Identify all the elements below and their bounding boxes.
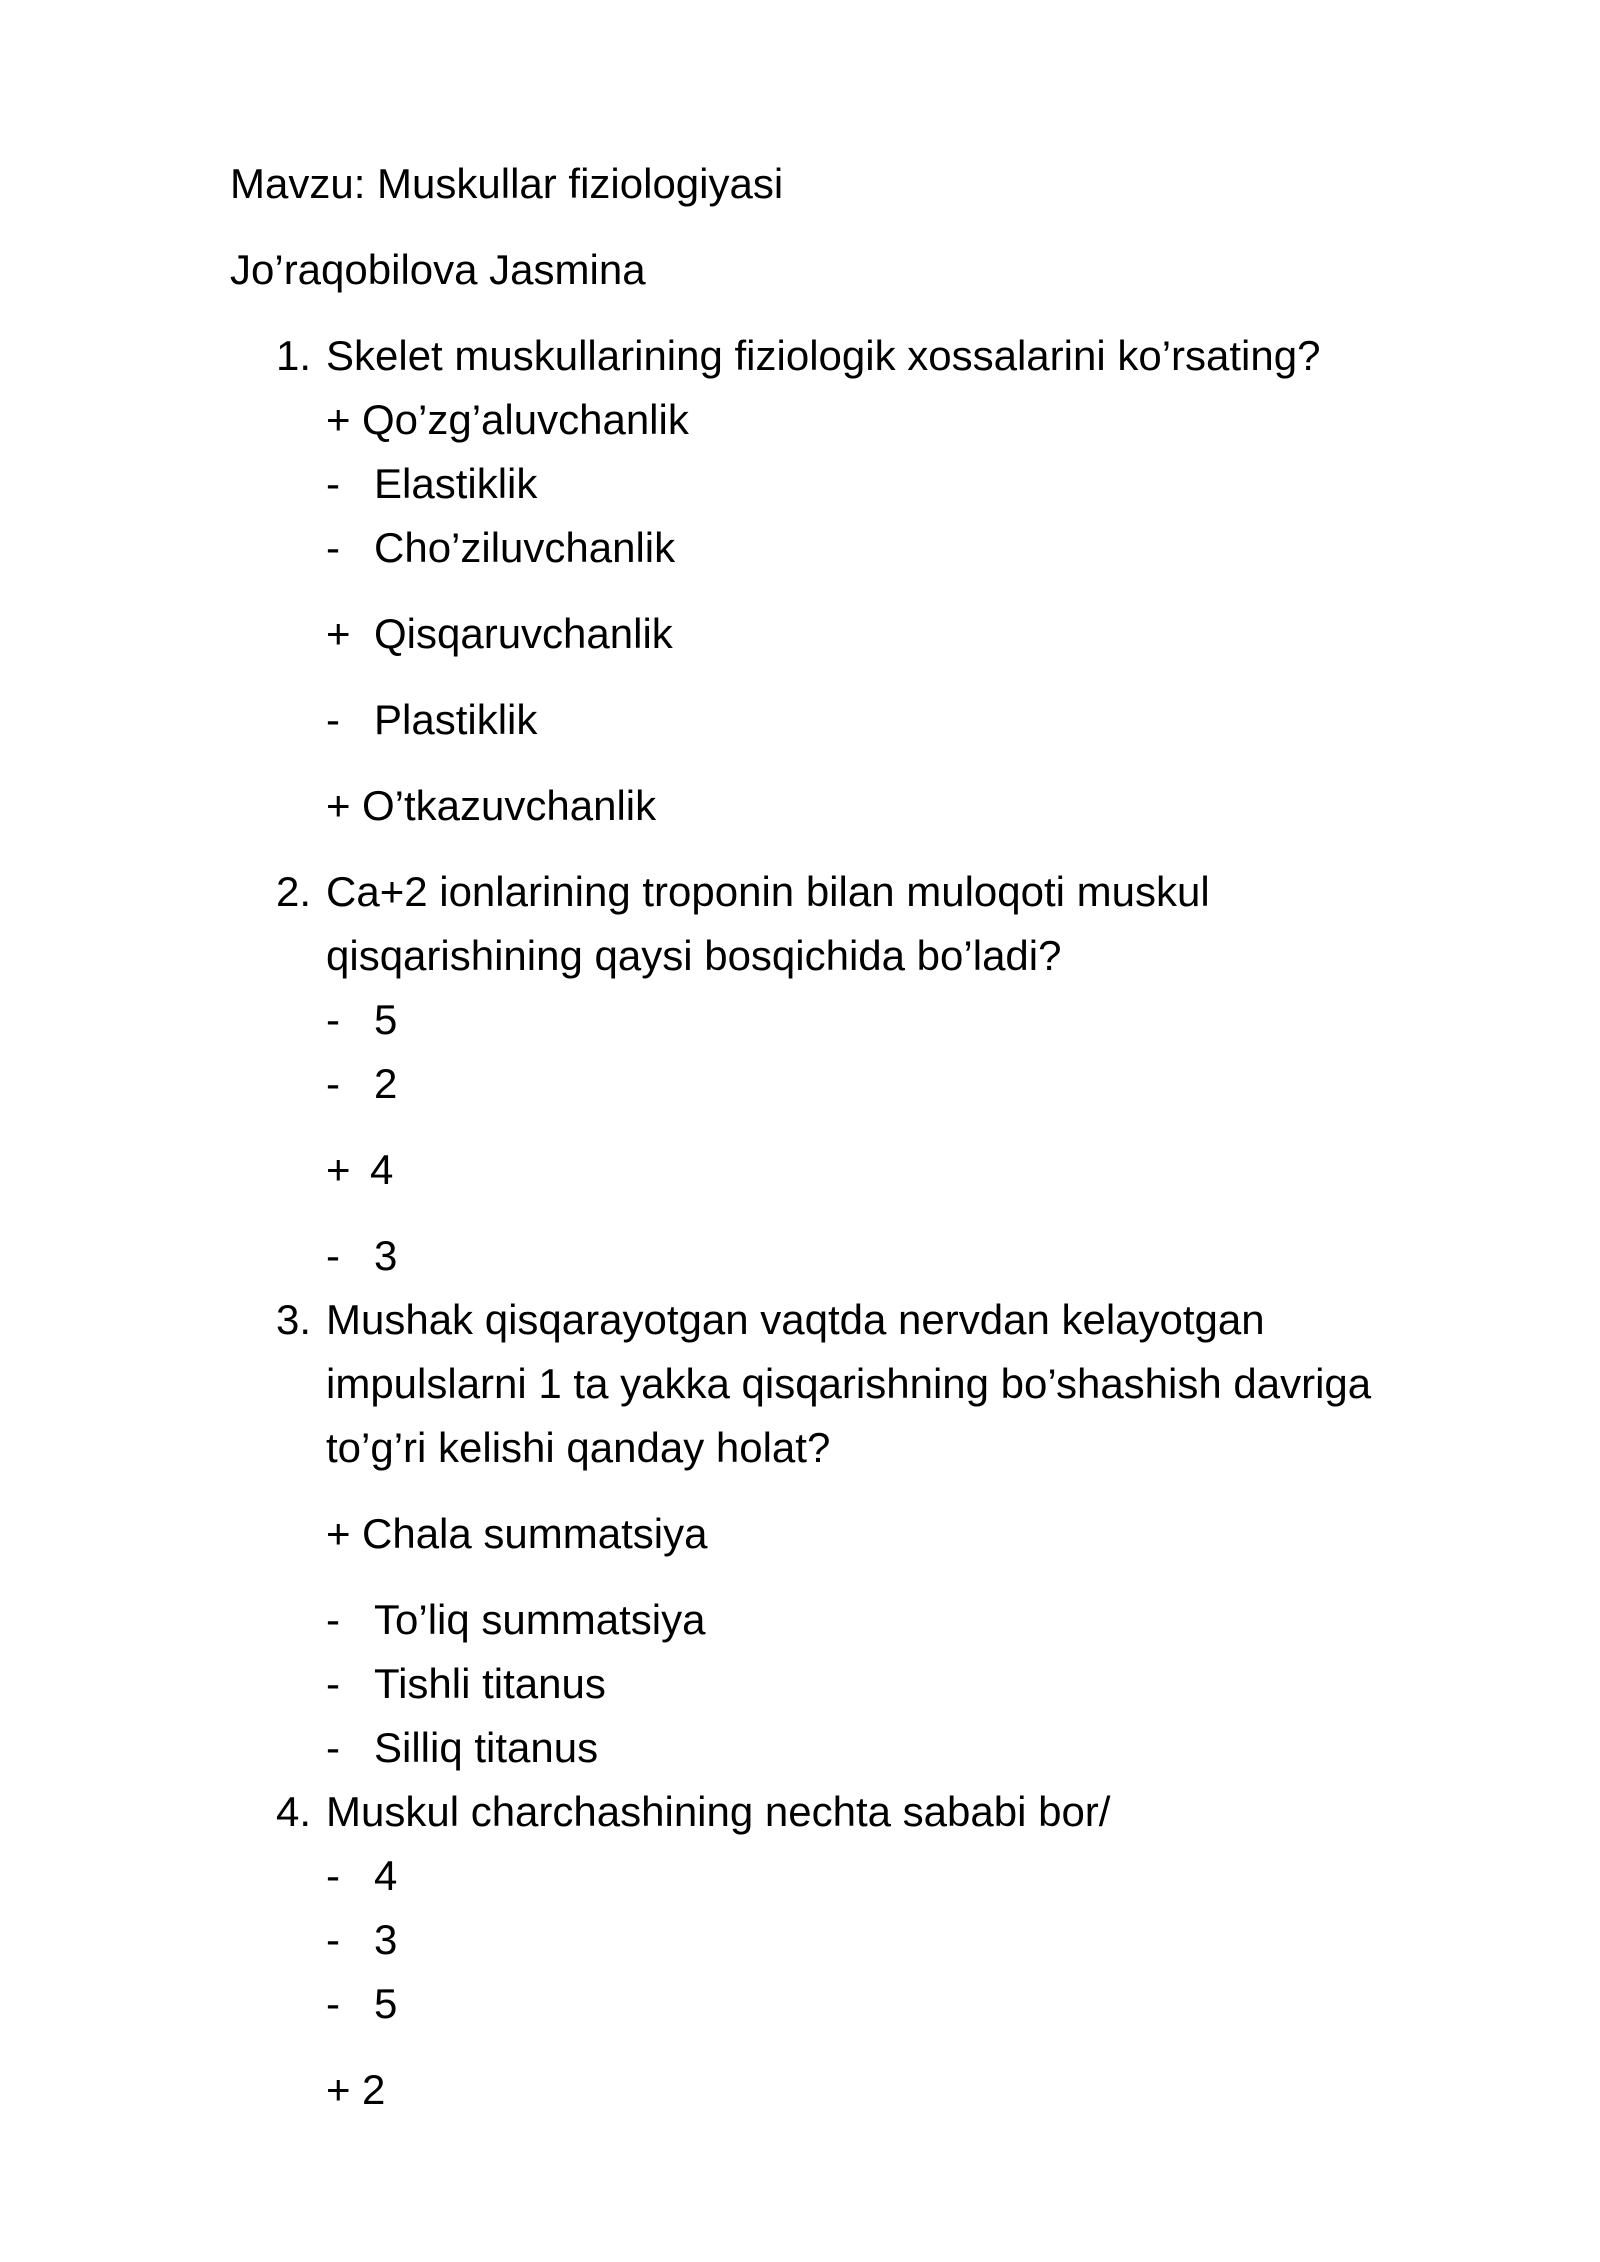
question-text: Muskul charchashining nechta sababi bor/ bbox=[326, 1788, 1111, 1835]
question-text: Skelet muskullarining fiziologik xossalarini ko’rsating? bbox=[326, 332, 1321, 379]
option-marker: - bbox=[326, 696, 340, 743]
option-text: O’tkazuvchanlik bbox=[362, 782, 657, 829]
option-text: 5 bbox=[374, 1980, 398, 2027]
option-marker: + bbox=[326, 1510, 351, 1557]
option-text: Cho’ziluvchanlik bbox=[374, 524, 676, 571]
question-text: to’g’ri kelishi qanday holat? bbox=[326, 1424, 831, 1471]
option-marker: - bbox=[326, 1060, 340, 1107]
author-line: Jo’raqobilova Jasmina bbox=[230, 246, 646, 293]
option-marker: + bbox=[326, 610, 351, 657]
option-text: Tishli titanus bbox=[374, 1660, 606, 1707]
option-marker: - bbox=[326, 524, 340, 571]
question-number: 1. bbox=[276, 332, 312, 379]
option-text: 3 bbox=[374, 1232, 398, 1279]
option-text: 3 bbox=[374, 1916, 398, 1963]
question-text: Ca+2 ionlarining troponin bilan muloqoti muskul bbox=[326, 868, 1210, 915]
option-text: 2 bbox=[374, 1060, 398, 1107]
option-marker: + bbox=[326, 396, 351, 443]
option-text: Chala summatsiya bbox=[362, 1510, 708, 1557]
option-text: 4 bbox=[370, 1146, 394, 1193]
option-text: Plastiklik bbox=[374, 696, 538, 743]
option-marker: + bbox=[326, 2066, 351, 2113]
question-text: qisqarishining qaysi bosqichida bo’ladi? bbox=[326, 932, 1062, 979]
option-marker: - bbox=[326, 1916, 340, 1963]
question-number: 2. bbox=[276, 868, 312, 915]
option-marker: - bbox=[326, 1852, 340, 1899]
option-text: To’liq summatsiya bbox=[374, 1596, 706, 1643]
option-marker: + bbox=[326, 782, 351, 829]
question-text: impulslarni 1 ta yakka qisqarishning bo’shashish davriga bbox=[326, 1360, 1372, 1407]
option-text: 2 bbox=[362, 2066, 386, 2113]
option-text: Qo’zg’aluvchanlik bbox=[362, 396, 689, 443]
option-text: 4 bbox=[374, 1852, 398, 1899]
option-marker: - bbox=[326, 996, 340, 1043]
question-text: Mushak qisqarayotgan vaqtda nervdan kelayotgan bbox=[326, 1296, 1265, 1343]
option-marker: - bbox=[326, 1596, 340, 1643]
option-text: 5 bbox=[374, 996, 398, 1043]
option-marker: - bbox=[326, 460, 340, 507]
option-text: Silliq titanus bbox=[374, 1724, 599, 1771]
option-text: Elastiklik bbox=[374, 460, 538, 507]
topic-line: Mavzu: Muskullar fiziologiyasi bbox=[230, 160, 784, 207]
option-marker: - bbox=[326, 1660, 340, 1707]
option-marker: + bbox=[326, 1146, 351, 1193]
option-marker: - bbox=[326, 1232, 340, 1279]
option-marker: - bbox=[326, 1724, 340, 1771]
option-marker: - bbox=[326, 1980, 340, 2027]
option-text: Qisqaruvchanlik bbox=[374, 610, 673, 657]
question-number: 3. bbox=[276, 1296, 312, 1343]
question-number: 4. bbox=[276, 1788, 312, 1835]
